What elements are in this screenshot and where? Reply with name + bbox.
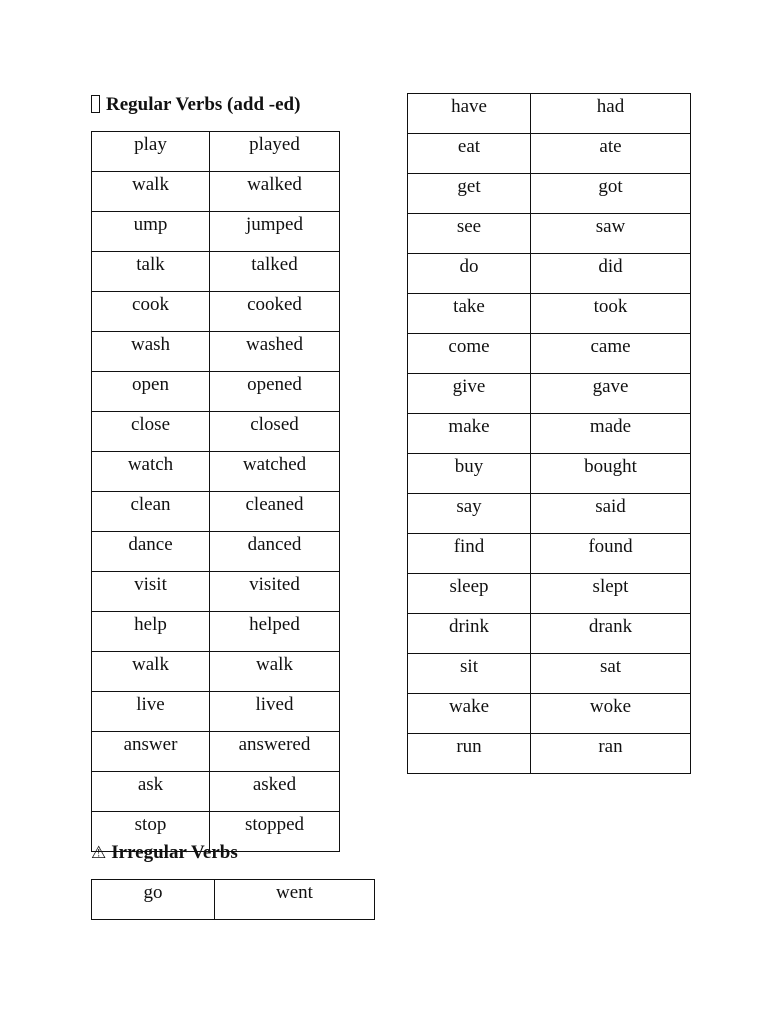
past-form-cell: ran xyxy=(531,734,691,774)
past-form-cell: answered xyxy=(210,732,340,772)
past-form-cell: did xyxy=(531,254,691,294)
past-form-cell: came xyxy=(531,334,691,374)
past-form-cell: walked xyxy=(210,172,340,212)
regular-verbs-title: Regular Verbs (add -ed) xyxy=(106,94,301,115)
verb-row xyxy=(92,880,375,920)
base-form-cell: get xyxy=(408,174,531,214)
past-form-cell: made xyxy=(531,414,691,454)
verb-row xyxy=(92,292,340,332)
base-form-cell: stop xyxy=(92,812,210,852)
verb-row xyxy=(408,174,691,214)
base-form-cell: find xyxy=(408,534,531,574)
past-form-cell: bought xyxy=(531,454,691,494)
irregular-verbs-heading xyxy=(91,841,238,865)
base-form-cell: drink xyxy=(408,614,531,654)
past-form-cell: helped xyxy=(210,612,340,652)
regular-verbs-table xyxy=(91,131,340,852)
past-form-cell: watched xyxy=(210,452,340,492)
verb-row xyxy=(408,454,691,494)
base-form-cell: clean xyxy=(92,492,210,532)
verb-row xyxy=(92,572,340,612)
past-form-cell: ate xyxy=(531,134,691,174)
base-form-cell: answer xyxy=(92,732,210,772)
verb-row xyxy=(408,654,691,694)
base-form-cell: have xyxy=(408,94,531,134)
verb-row xyxy=(408,734,691,774)
verb-row xyxy=(408,94,691,134)
verb-row xyxy=(92,532,340,572)
verb-row xyxy=(92,692,340,732)
past-form-cell: stopped xyxy=(210,812,340,852)
past-form-cell: closed xyxy=(210,412,340,452)
verb-row xyxy=(408,374,691,414)
verb-row xyxy=(408,214,691,254)
verb-row xyxy=(408,254,691,294)
verb-row xyxy=(408,494,691,534)
base-form-cell: do xyxy=(408,254,531,294)
base-form-cell: ask xyxy=(92,772,210,812)
base-form-cell: close xyxy=(92,412,210,452)
verb-row xyxy=(92,172,340,212)
past-form-cell: cleaned xyxy=(210,492,340,532)
past-form-cell: said xyxy=(531,494,691,534)
verb-row xyxy=(92,772,340,812)
base-form-cell: take xyxy=(408,294,531,334)
verb-row xyxy=(408,334,691,374)
past-form-cell: drank xyxy=(531,614,691,654)
verb-row xyxy=(408,414,691,454)
base-form-cell: wash xyxy=(92,332,210,372)
base-form-cell: sleep xyxy=(408,574,531,614)
base-form-cell: make xyxy=(408,414,531,454)
regular-verbs-heading xyxy=(91,93,300,117)
past-form-cell: cooked xyxy=(210,292,340,332)
base-form-cell: buy xyxy=(408,454,531,494)
base-form-cell: watch xyxy=(92,452,210,492)
past-form-cell: sat xyxy=(531,654,691,694)
verb-row xyxy=(92,212,340,252)
warning-icon: ⚠ xyxy=(91,843,107,863)
past-form-cell: had xyxy=(531,94,691,134)
past-form-cell: played xyxy=(210,132,340,172)
irregular-verbs-table-right xyxy=(407,93,691,774)
base-form-cell: dance xyxy=(92,532,210,572)
base-form-cell: eat xyxy=(408,134,531,174)
verb-row xyxy=(408,294,691,334)
past-form-cell: found xyxy=(531,534,691,574)
irregular-verbs-title: Irregular Verbs xyxy=(111,842,238,863)
verb-row xyxy=(92,452,340,492)
verb-row xyxy=(408,614,691,654)
past-form-cell: lived xyxy=(210,692,340,732)
verb-row xyxy=(92,612,340,652)
verb-row xyxy=(92,132,340,172)
base-form-cell: live xyxy=(92,692,210,732)
base-form-cell: ump xyxy=(92,212,210,252)
verb-row xyxy=(92,252,340,292)
base-form-cell: cook xyxy=(92,292,210,332)
base-form-cell: say xyxy=(408,494,531,534)
verb-row xyxy=(92,412,340,452)
past-form-cell: visited xyxy=(210,572,340,612)
past-form-cell: talked xyxy=(210,252,340,292)
verb-row xyxy=(92,332,340,372)
past-form-cell: went xyxy=(215,880,375,920)
base-form-cell: visit xyxy=(92,572,210,612)
verb-row xyxy=(408,574,691,614)
base-form-cell: sit xyxy=(408,654,531,694)
past-form-cell: saw xyxy=(531,214,691,254)
square-box-icon xyxy=(91,95,100,113)
verb-row xyxy=(92,652,340,692)
base-form-cell: wake xyxy=(408,694,531,734)
base-form-cell: talk xyxy=(92,252,210,292)
past-form-cell: got xyxy=(531,174,691,214)
past-form-cell: walk xyxy=(210,652,340,692)
past-form-cell: danced xyxy=(210,532,340,572)
verb-row xyxy=(92,492,340,532)
past-form-cell: washed xyxy=(210,332,340,372)
base-form-cell: go xyxy=(92,880,215,920)
verb-row xyxy=(408,694,691,734)
irregular-verbs-table-bottom xyxy=(91,879,375,920)
base-form-cell: walk xyxy=(92,172,210,212)
verb-row xyxy=(408,534,691,574)
past-form-cell: jumped xyxy=(210,212,340,252)
past-form-cell: opened xyxy=(210,372,340,412)
past-form-cell: gave xyxy=(531,374,691,414)
past-form-cell: asked xyxy=(210,772,340,812)
base-form-cell: run xyxy=(408,734,531,774)
base-form-cell: open xyxy=(92,372,210,412)
past-form-cell: woke xyxy=(531,694,691,734)
base-form-cell: come xyxy=(408,334,531,374)
past-form-cell: took xyxy=(531,294,691,334)
base-form-cell: help xyxy=(92,612,210,652)
base-form-cell: see xyxy=(408,214,531,254)
base-form-cell: walk xyxy=(92,652,210,692)
verb-row xyxy=(92,372,340,412)
base-form-cell: play xyxy=(92,132,210,172)
base-form-cell: give xyxy=(408,374,531,414)
verb-row xyxy=(408,134,691,174)
verb-row xyxy=(92,732,340,772)
past-form-cell: slept xyxy=(531,574,691,614)
